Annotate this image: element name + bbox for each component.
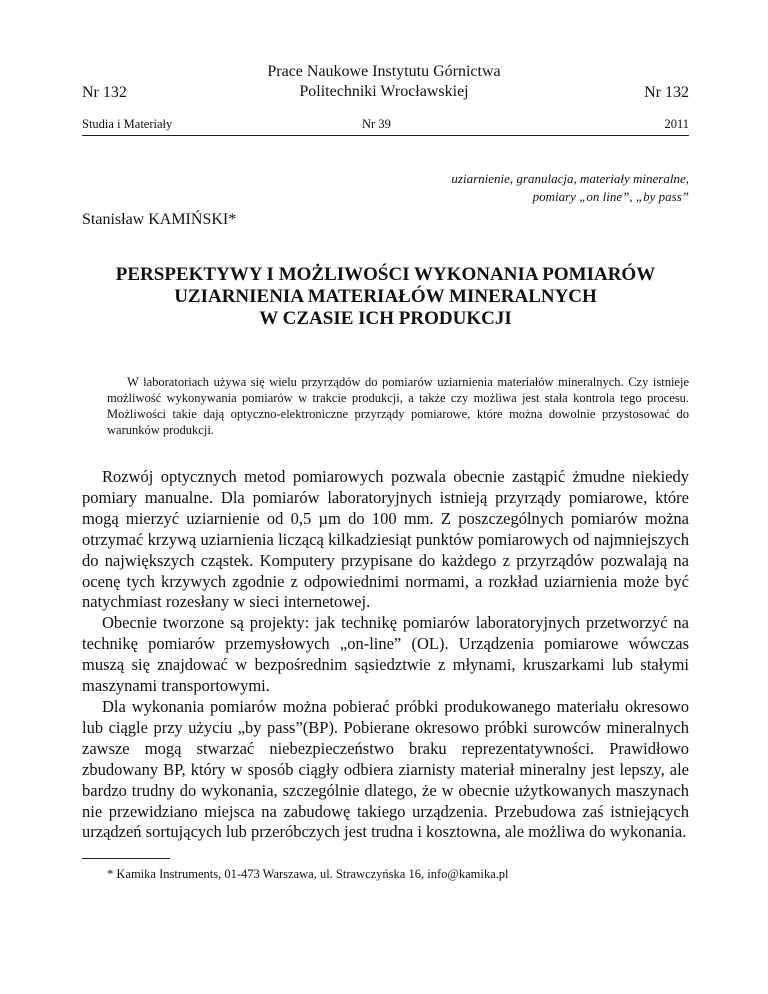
abstract (107, 374, 689, 438)
publication-year: 2011 (664, 117, 689, 131)
body-text (82, 467, 689, 843)
body-paragraph-1: Rozwój optycznych metod pomiarowych pozwala obecnie zastąpić żmudne niekiedy pomiary manualne. Dla pomiarów laboratoryjnych istnieją przyrządy pomiarowe, które mogą mierzyć uziarnienie od 0,5 µm do 100 mm. Z poszczególnych pomiarów można otrzymać krzywą uziarnienia liczącą kilkadziesiąt punktów pomiarowych od najmniejszych do największych cząstek. Komputery przypisane do każdego z przyrządów pozwalają na ocenę tych krzywych zgodnie z odpowiednimi normami, a rozkład uziarnienia może być natychmiast rozesłany w sieci internetowej. (82, 467, 689, 612)
title-line3: W CZASIE ICH PRODUKCJI (259, 308, 512, 329)
abstract-text: W laboratoriach używa się wielu przyrządów do pomiarów uziarnienia materiałów mineralnych. Czy istnieje możliwość wykonywania pomiarów w trakcie produkcji, a także czy możliwa jest stała kontrola tego procesu. Możliwości takie dają optyczno-elektroniczne przyrządy pomiarowe, które można dowolnie przystosować do warunków produkcji. (107, 375, 689, 437)
series-name: Studia i Materiały (82, 117, 173, 131)
journal-title-line1: Prace Naukowe Instytutu Górnictwa (267, 63, 501, 80)
header-issue-left: Nr 132 (82, 84, 127, 101)
header-divider (82, 135, 689, 136)
header-issue-right: Nr 132 (644, 84, 689, 101)
title-line2: UZIARNIENIA MATERIAŁÓW MINERALNYCH (174, 286, 597, 307)
keywords-line2: pomiary „on line”, „by pass” (532, 189, 689, 204)
keywords (289, 170, 689, 206)
journal-title (220, 62, 548, 102)
series-issue: Nr 39 (362, 117, 391, 131)
keywords-line1: uziarnienie, granulacja, materiały mineralne, (451, 171, 689, 186)
title-line1: PERSPEKTYWY I MOŻLIWOŚCI WYKONANIA POMIARÓW (115, 264, 656, 285)
footnote-divider (82, 858, 170, 859)
body-paragraph-2: Obecnie tworzone są projekty: jak technikę pomiarów laboratoryjnych przetworzyć na technikę pomiarów przemysłowych „on-line” (OL). Urządzenia pomiarowe wówczas muszą się znajdować w bezpośrednim sąsiedztwie z młynami, kruszarkami lub stałymi maszynami transportowymi. (82, 613, 689, 696)
author-affiliation-footnote: * Kamika Instruments, 01-473 Warszawa, ul. Strawczyńska 16, info@kamika.pl (107, 867, 509, 881)
paper-title (82, 264, 689, 330)
body-paragraph-3: Dla wykonania pomiarów można pobierać próbki produkowanego materiału okresowo lub ciągle przy użyciu „by pass”(BP). Pobierane okresowo próbki surowców mineralnych zawsze mogą stwarzać niebezpieczeństwo braku reprezentatywności. Prawidłowo zbudowany BP, który w sposób ciągły odbiera ziarnisty materiał mineralny jest lepszy, ale bardzo trudny do wykonania, szczególnie dlatego, że w obecnie użytkowanych maszynach nie przewidziano miejsca na zabudowę takiego urządzenia. Przebudowa zaś istniejących urządzeń sortujących lub przeróbczych jest trudna i kosztowna, ale możliwa do wykonania. (82, 696, 689, 842)
author-name: Stanisław KAMIŃSKI* (82, 211, 237, 228)
journal-title-line2: Politechniki Wrocławskiej (299, 83, 469, 100)
